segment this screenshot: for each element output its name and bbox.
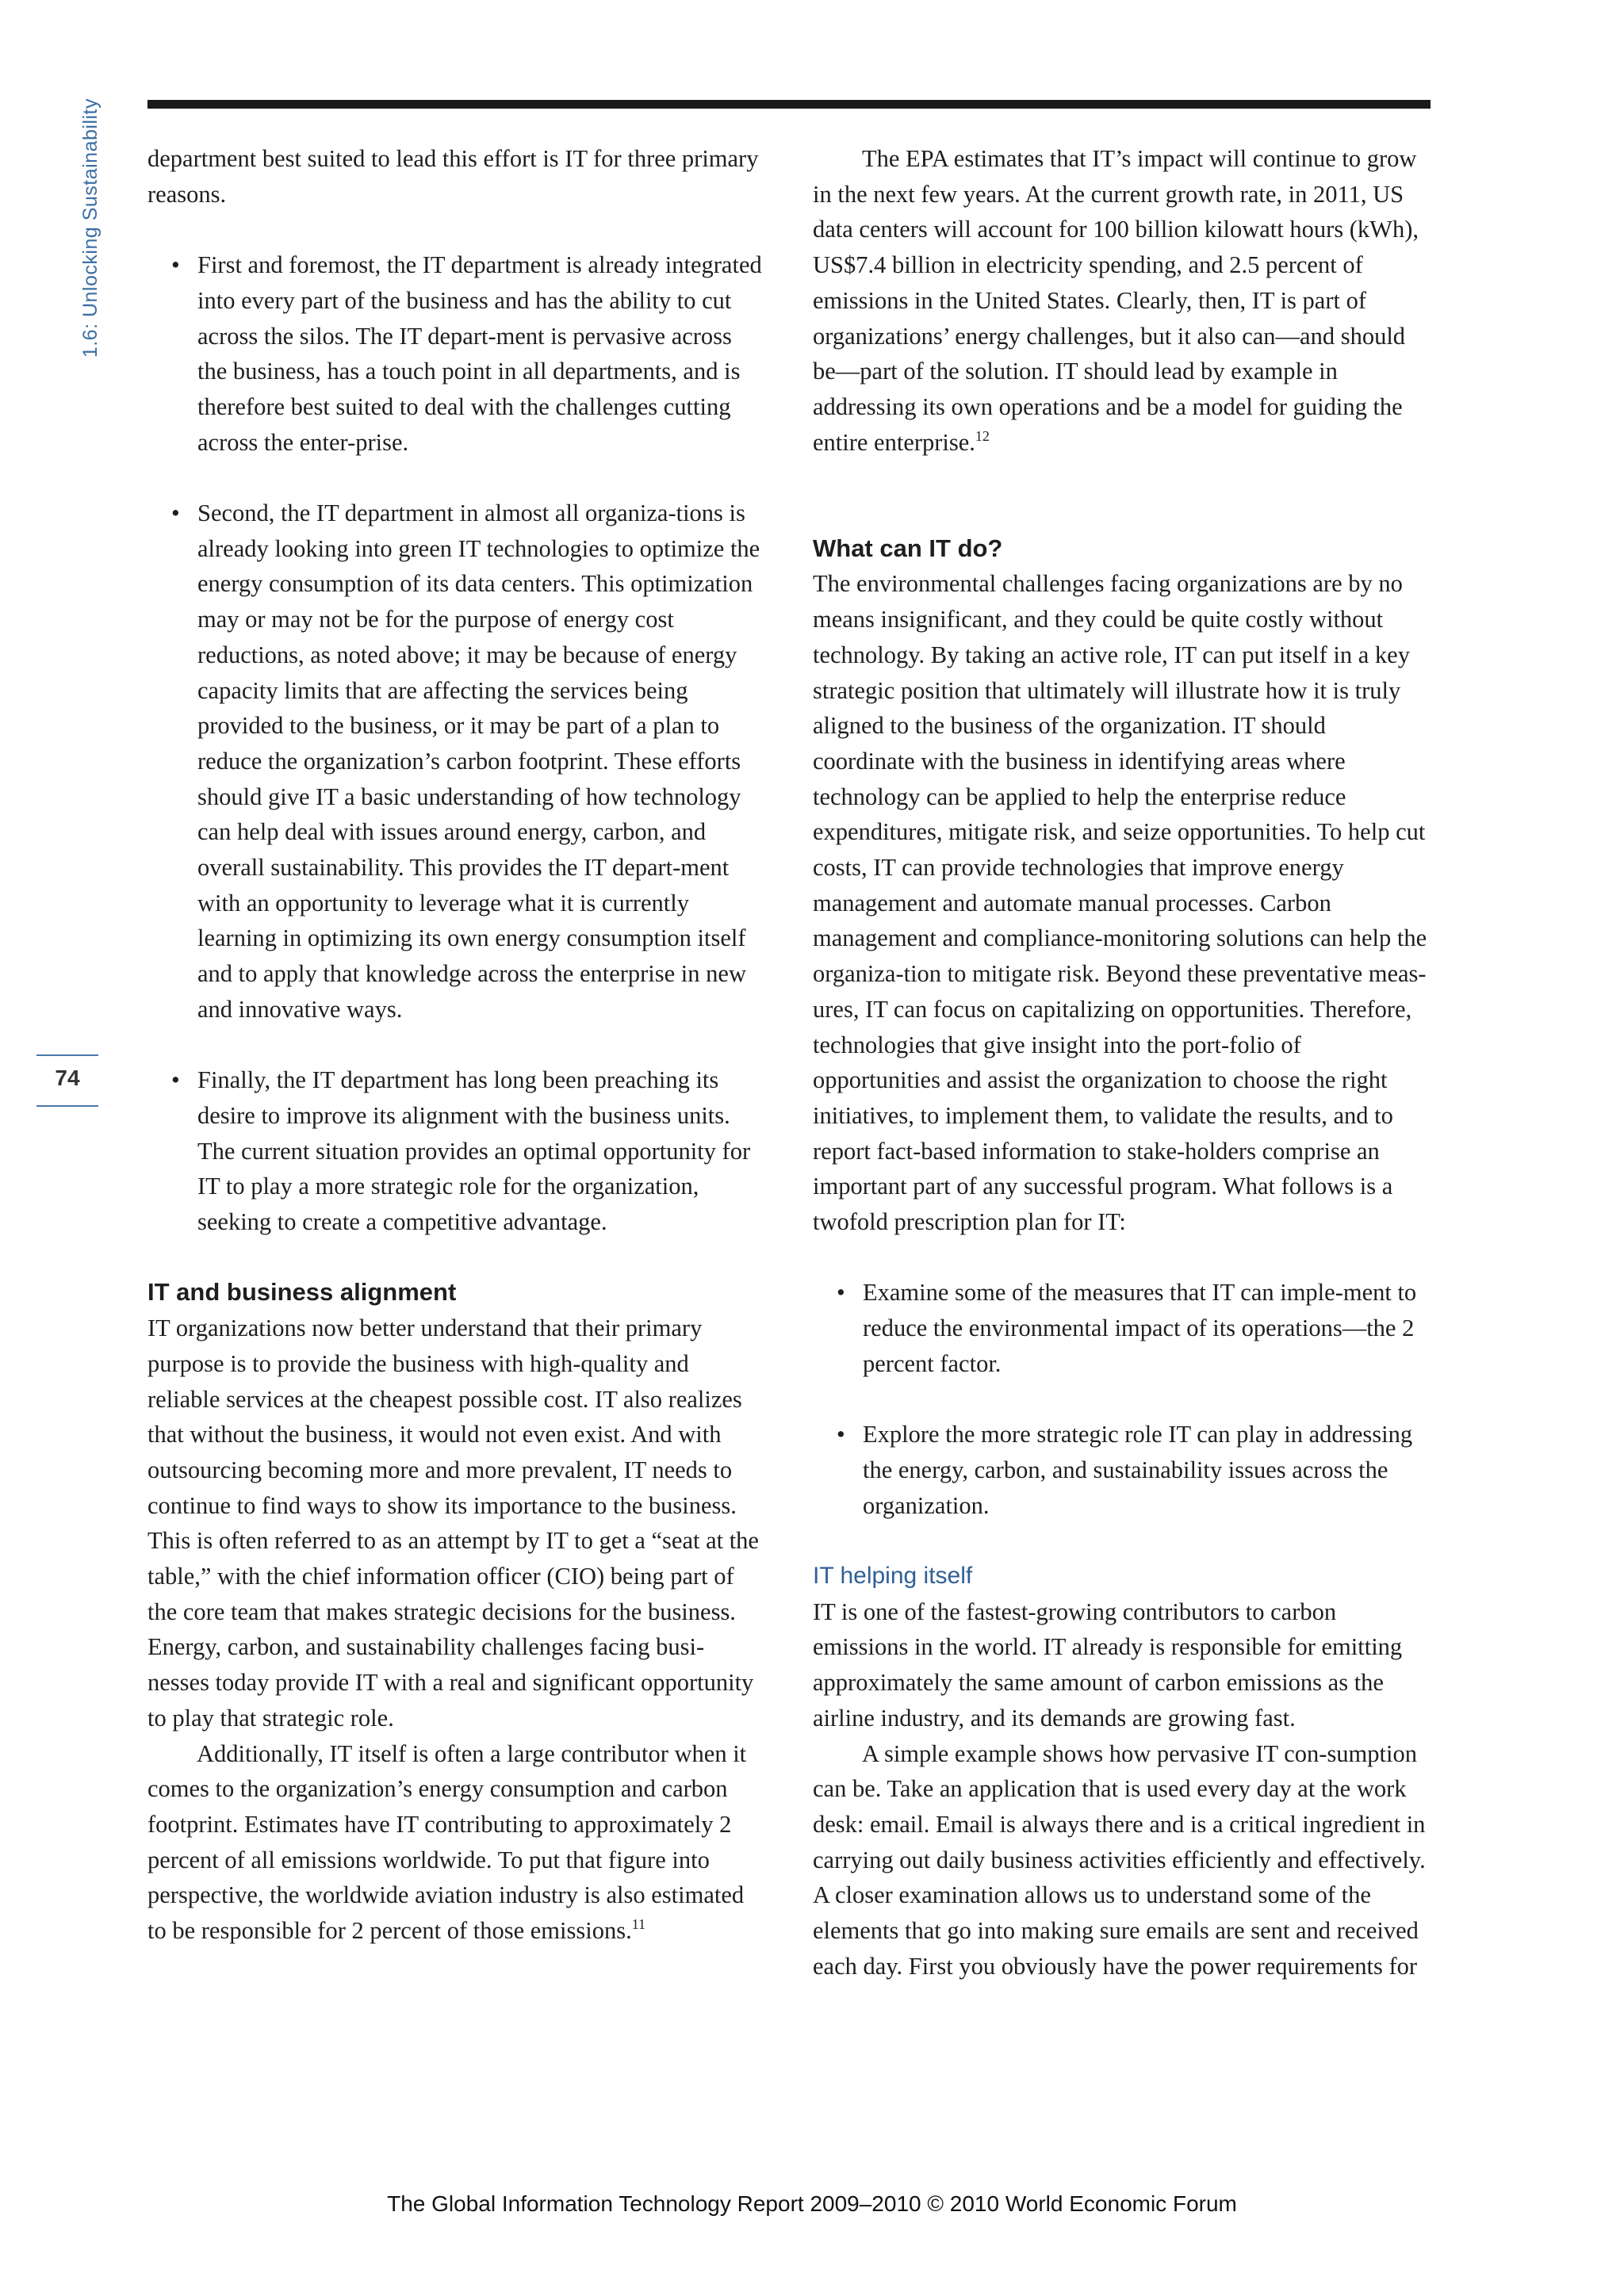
- footnote-ref: 11: [631, 1916, 646, 1933]
- section-heading: IT and business alignment: [147, 1278, 457, 1307]
- left-column: [147, 141, 763, 1949]
- body-paragraph: A simple example shows how pervasive IT con-sumption can be. Take an application that is used every day at the work desk: email. Email is always there and is a critical ingredient in carrying out daily business activities efficiently and effectively. A closer examination allows us to understand some of the elements that go into making sure emails are sent and received each day. First you obviously have the power requirements for: [813, 1739, 1426, 1980]
- list-item: • First and foremost, the IT department is already integrated into every part of the business and has the ability to cut across the silos. The IT depart-ment is pervasive across the business, has a touch point in all departments, and is therefore best suited to deal with the challenges cutting across the enter-prise.: [147, 247, 763, 460]
- list-item: • Explore the more strategic role IT can play in addressing the energy, carbon, and sustainability issues across the organization.: [813, 1417, 1431, 1523]
- intro-paragraph: department best suited to lead this effort is IT for three primary reasons.: [147, 145, 759, 208]
- section-heading: What can IT do?: [813, 534, 1003, 562]
- page-number-rule-top: [36, 1054, 98, 1056]
- subsection-heading: IT helping itself: [813, 1563, 973, 1590]
- body-paragraph: The environmental challenges facing organizations are by no means insignificant, and they could be quite costly without technology. By taking an active role, IT can put itself in a key strategic position that ultimately will illustrate how it is truly aligned to the business of the organization. IT should coordinate with the business in identifying areas where technology can be applied to help the enterprise reduce expenditures, mitigate risk, and seize opportunities. To help cut costs, IT can provide technologies that improve energy management and automate manual processes. Carbon management and compliance-monitoring solutions can help the organiza-tion to mitigate risk. Beyond these preventative meas-ures, IT can focus on capitalizing on opportunities. Therefore, technologies that give insight into the port-folio of opportunities and assist the organization to choose the right initiatives, to implement them, to validate the results, and to report fact-based information to stake-holders comprise an important part of any successful program. What follows is a twofold prescription plan for IT:: [813, 570, 1427, 1236]
- plan-list: [813, 1275, 1431, 1523]
- list-item: • Second, the IT department in almost all organiza-tions is already looking into green IT technologies to optimize the energy consumption of its data centers. This optimization may or may not be for the purpose of energy cost reductions, as noted above; it may be because of energy capacity limits that are affecting the services being provided to the business, or it may be part of a plan to reduce the organization’s carbon footprint. These efforts should give IT a basic understanding of how technology can help deal with issues around energy, carbon, and overall sustainability. This provides the IT depart-ment with an opportunity to leverage what it is currently learning in optimizing its own energy consumption itself and to apply that knowledge across the enterprise in new and innovative ways.: [147, 496, 763, 1027]
- list-item: • Finally, the IT department has long been preaching its desire to improve its alignment with the business units. The current situation provides an optimal opportunity for IT to play a more strategic role for the organization, seeking to create a competitive advantage.: [147, 1062, 763, 1240]
- page-footer: The Global Information Technology Report 2009–2010 © 2010 World Economic Forum: [387, 2191, 1237, 2216]
- page-number: 74: [55, 1066, 80, 1090]
- body-paragraph: Additionally, IT itself is often a large contributor when it comes to the organization’s energy consumption and carbon footprint. Estimates have IT contributing to approximately 2 percent of all emissions worldwide. To put that figure into perspective, the worldwide aviation industry is also estimated to be responsible for 2 percent of those emissions.$^{11}$: [147, 1739, 747, 1945]
- body-paragraph: The EPA estimates that IT’s impact will continue to grow in the next few years. At the current growth rate, in 2011, US data centers will account for 100 billion kilowatt hours (kWh), US$7.4 billion in electricity spending, and 2.5 percent of emissions in the United States. Clearly, then, IT is part of organizations’ energy challenges, but it also can—and should be—part of the solution. IT should lead by example in addressing its own operations and be a model for guiding the entire enterprise.$^{12}$: [813, 145, 1419, 456]
- section-label-text: 1.6: Unlocking Sustainability: [79, 98, 102, 358]
- page-number-rule-bottom: [36, 1105, 98, 1107]
- reasons-list: [147, 247, 763, 1240]
- list-item: • Examine some of the measures that IT can imple-ment to reduce the environmental impact of its operations—the 2 percent factor.: [813, 1275, 1431, 1381]
- body-paragraph: IT is one of the fastest-growing contributors to carbon emissions in the world. IT already is responsible for emitting approximately the same amount of carbon emissions as the airline industry, and its demands are growing fast.: [813, 1598, 1403, 1732]
- body-paragraph: IT organizations now better understand that their primary purpose is to provide the business with high-quality and reliable services at the cheapest possible cost. IT also realizes that without the business, it would not even exist. And with outsourcing becoming more and more prevalent, IT needs to continue to find ways to show its importance to the business. This is often referred to as an attempt by IT to get a “seat at the table,” with the chief information officer (CIO) being part of the core team that makes strategic decisions for the business. Energy, carbon, and sustainability challenges facing busi-nesses today provide IT with a real and significant opportunity to play that strategic role.: [147, 1314, 759, 1732]
- top-rule: [147, 100, 1431, 109]
- footnote-ref: 12: [975, 427, 990, 444]
- right-column: [813, 141, 1431, 1984]
